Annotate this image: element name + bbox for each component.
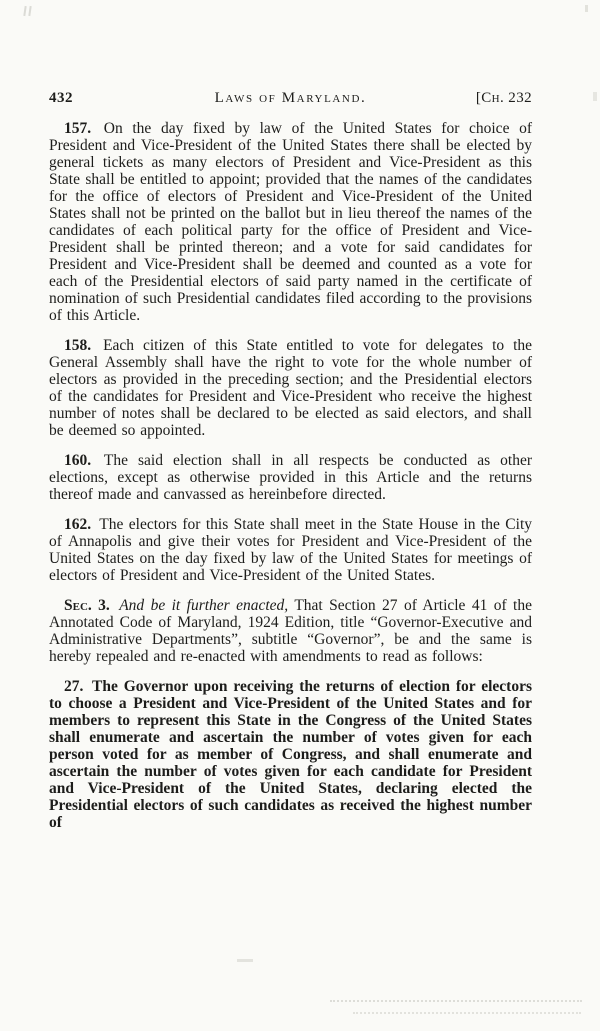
section-27-number: 27. (64, 678, 84, 695)
section-27-text: The Governor upon receiving the returns of election for electors to choose a President and Vice-President of the United States and for members to represent this State in the Congress of the United States shall enumerate and ascertain the number of votes given for each person voted for as member of Congress, and shall enumerate and ascertain the number of votes given for each candidate for President and Vice-President of the United States, declaring elected the Presidential electors of such candidates as received the highest number of (49, 678, 532, 831)
section-162-text: The electors for this State shall meet in the State House in the City of Annapolis and give their votes for President and Vice-President of the United States on the day fixed by law of the United States for meetings of electors of President and Vice-President of the United States. (49, 516, 532, 584)
section-157-text: On the day fixed by law of the United States for choice of President and Vice-President of the United States there shall be elected by general tickets as many electors of President and Vice-President as this State shall be entitled to appoint; provided that the names of the candidates for the office of electors of President and Vice-President of the United States shall not be printed on the ballot but in lieu thereof the names of the candidates of each political party for the office of President and Vice-President shall be printed thereon; and a vote for said candidates for President and Vice-President shall be deemed and counted as a vote for each of the Presidential electors of said party named in the certificate of nomination of such Presidential candidates filed according to the provisions of this Article. (49, 120, 533, 324)
enacting-clause-italic: And be it further enacted, (119, 597, 289, 614)
enacting-clause-label: Sec. 3. (64, 597, 110, 614)
section-160-paragraph (49, 452, 532, 503)
page-header (49, 90, 532, 107)
section-27-paragraph (49, 678, 532, 831)
section-160-number: 160. (64, 452, 92, 469)
section-160-text: The said election shall in all respects be conducted as other elections, except as otherwise provided in this Article and the returns thereof made and canvassed as hereinbefore directed. (49, 452, 532, 503)
chapter-reference: [Ch. 232 (475, 90, 532, 106)
section-158-number: 158. (64, 337, 92, 354)
enacting-clause-paragraph (49, 597, 532, 665)
section-157-paragraph (49, 120, 532, 324)
section-157-number: 157. (64, 120, 92, 137)
enacting-clause-text: That Section 27 of Article 41 of the Annotated Code of Maryland, 1924 Edition, title “Governor-Executive and Administrative Departments”, subtitle “Governor”, be and the same is hereby repealed and re-enacted with amendments to read as follows: (49, 597, 532, 665)
section-158-paragraph (49, 337, 532, 439)
section-162-number: 162. (64, 516, 92, 533)
section-162-paragraph (49, 516, 532, 584)
section-158-text: Each citizen of this State entitled to vote for delegates to the General Assembly shall have the right to vote for the whole number of electors as provided in the preceding section; and the Presidential electors of the candidates for President and Vice-President who receive the highest number of notes shall be declared to be elected as said electors, and shall be deemed so appointed. (49, 337, 533, 439)
running-title: Laws of Maryland. (214, 90, 367, 106)
page-number: 432 (49, 90, 73, 106)
